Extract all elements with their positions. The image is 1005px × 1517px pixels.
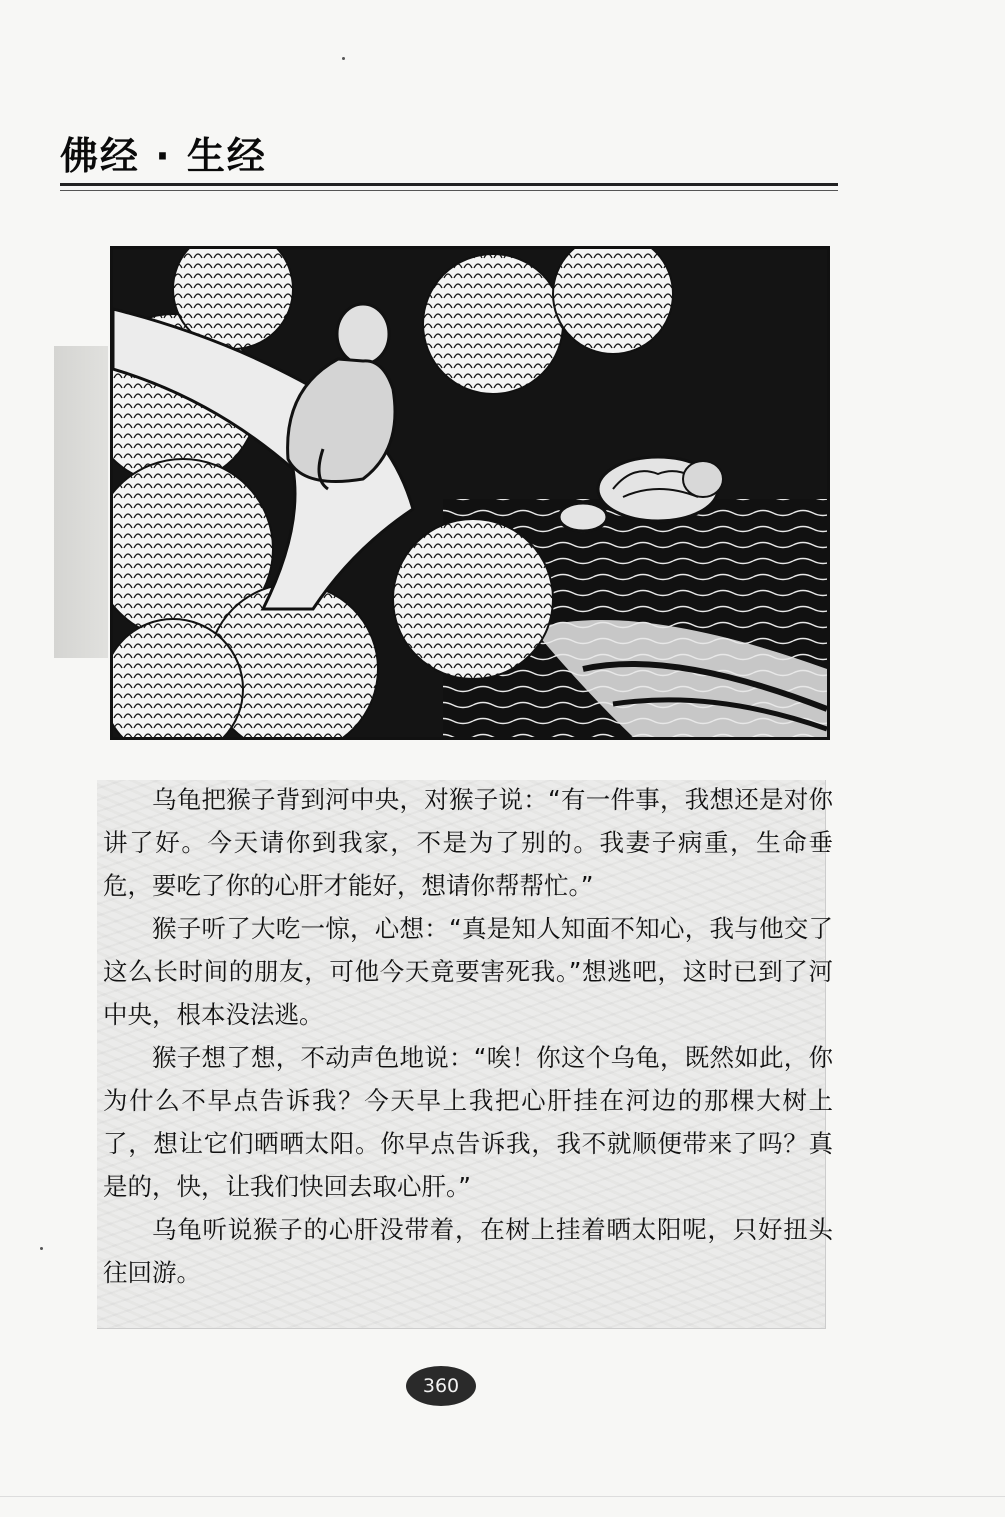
woodcut-illustration: [110, 246, 830, 740]
header-rule-thick: [60, 183, 838, 186]
header-rule-thin: [60, 190, 838, 191]
paragraph-1: 乌龟把猴子背到河中央，对猴子说：“有一件事，我想还是对你讲了好。今天请你到我家，不是为了别的。我妻子病重，生命垂危，要吃了你的心肝才能好，想请你帮帮忙。”: [103, 785, 833, 900]
side-tab: [54, 346, 108, 658]
paragraph-2: 猴子听了大吃一惊，心想：“真是知人知面不知心，我与他交了这么长时间的朋友，可他今天竟要害死我。”想逃吧，这时已到了河中央，根本没法逃。: [103, 914, 833, 1029]
scan-speck: [40, 1247, 43, 1250]
story-body: [103, 778, 833, 1294]
monkey-tortoise-illustration-icon: [113, 249, 827, 737]
page-number: 360: [406, 1366, 476, 1406]
scan-speck: [342, 57, 345, 60]
scan-edge-line: [0, 1496, 1005, 1497]
page-header-title: 佛经 · 生经: [60, 134, 267, 178]
paragraph-3: 猴子想了想，不动声色地说：“唉！你这个乌龟，既然如此，你为什么不早点告诉我？今天早上我把心肝挂在河边的那棵大树上了，想让它们晒晒太阳。你早点告诉我，我不就顺便带来了吗？真是的，快，让我们快回去取心肝。”: [103, 1043, 833, 1201]
paragraph-4: 乌龟听说猴子的心肝没带着，在树上挂着晒太阳呢，只好扭头往回游。: [103, 1215, 833, 1287]
